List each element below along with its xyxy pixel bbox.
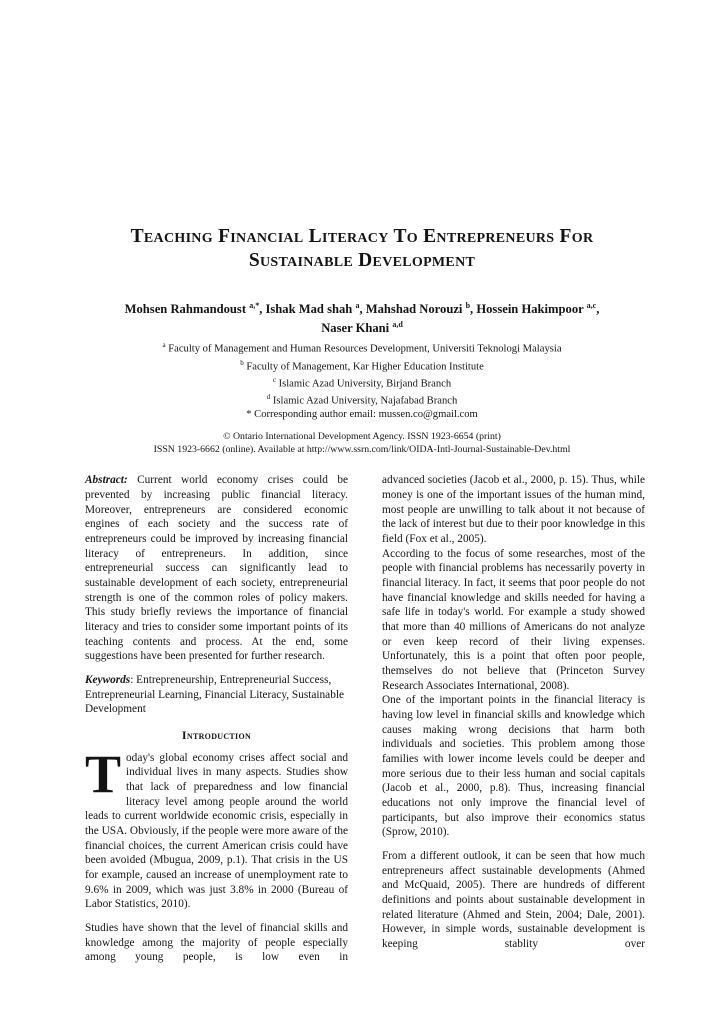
- body-paragraph: One of the important points in the financial literacy is having low level in financial skills and knowledge which causes making wrong decisions that harm both individuals and societies. This problem among those families with lower income levels could be deeper and more serious due to their less human and social capitals (Jacob et al., 2000, p.8). Thus, increasing financial educations not only improve the financial level of participants, but also improve their economics status (Sprow, 2010).: [382, 694, 645, 839]
- author-affiliation-mark: a,*: [249, 301, 260, 310]
- author-name: Mahshad Norouzi: [365, 302, 466, 317]
- corresponding-author-email: Corresponding author email: mussen.co@gmail.com: [251, 408, 478, 420]
- keywords-text: : Entrepreneurship, Entrepreneurial Success, Entrepreneurial Learning, Financial Literacy, Sustainable Development: [85, 674, 344, 716]
- author-affiliation-mark: a,d: [392, 320, 403, 330]
- author-name: Hossein Hakimpoor: [476, 302, 587, 317]
- body-paragraph: According to the focus of some researches, most of the people with financial problems has necessarily poverty in financial literacy. In fact, it seems that poor people do not have financial knowledge and skills needed for having a safe life in today's world. For example a study showed that more than 40 millions of Americans do not analyze or even keep record of their living expenses. Unfortunately, this is a point that often poor people, themselves do not believe that (Princeton Survey Research Associates International, 2008).: [382, 547, 645, 692]
- paper-title: Teaching Financial Literacy To Entrepreneurs For Sustainable Development: [130, 226, 594, 271]
- introduction-paragraph-1: [85, 743, 348, 912]
- introduction-paragraph-1-text: oday's global economy crises affect social and individual lives in many aspects. Studies show that lack of preparedness and low financial literacy level among people around the world leads to current worldwide economic crisis, especially in the USA. Obviously, if the people were more aware of the financial choices, the current American crisis could have been avoided (Mbugua, 2009, p.1). That crisis in the US for example, caused an increase of unemployment rate to 9.6% in 2009, which was just 3.8% in 2000 (Bureau of Labor Statistics, 2010).: [85, 751, 348, 911]
- author-separator: ,: [259, 302, 266, 317]
- right-column: [382, 473, 645, 964]
- body-paragraph: From a different outlook, it can be seen that how much entrepreneurs affect sustainable developments (Ahmed and McQuaid, 2005). There are hundreds of different definitions and points about sustainable development in related literature (Ahmed and Stein, 2004; Dale, 2001). However, in simple words, sustainable development is keeping stablity over: [382, 849, 645, 950]
- affiliation-mark: *: [246, 408, 252, 420]
- author-affiliation-mark: a,c: [586, 301, 597, 310]
- author-affiliation-mark: a: [355, 301, 360, 310]
- affiliation-line: [0, 374, 724, 391]
- publisher-issn-print-line: © Ontario International Development Agency. ISSN 1923-6654 (print): [223, 431, 501, 443]
- keywords-paragraph: [85, 673, 348, 717]
- affiliation-text: Islamic Azad University, Birjand Branch: [275, 378, 452, 390]
- affiliation-line: [0, 391, 724, 408]
- author-name: Naser Khani: [321, 321, 393, 336]
- left-column: [85, 473, 348, 964]
- author-separator: ,: [359, 302, 366, 317]
- abstract-text: Current world economy crises could be prevented by increasing public financial literacy. Moreover, entrepreneurs are considered economic engines of each society and the success rate of entrepreneurs could be improved by increasing financial literacy of entrepreneurs. In addition, since entrepreneurial success can significantly lead to sustainable development of each society, entrepreneurial strength is one of the common roles of policy makers. This study briefly reviews the importance of financial literacy and tries to consider some important points of its teaching contents and process. At the end, some suggestions have been presented for further research.: [85, 474, 348, 663]
- author-separator: ,: [470, 302, 477, 317]
- affiliation-text: Faculty of Management, Kar Higher Education Institute: [243, 361, 484, 373]
- body-paragraph: advanced societies (Jacob et al., 2000, p. 15). Thus, while money is one of the important issues of the human mind, most people are unwilling to talk about it not because of the lack of interest but due to their poor knowledge in this field (Fox et al., 2005).: [382, 474, 645, 546]
- author-name: Mohsen Rahmandoust: [124, 302, 250, 317]
- affiliation-text: Islamic Azad University, Najafabad Branch: [270, 395, 458, 407]
- affiliation-mark: b: [240, 358, 244, 367]
- paper-header: [0, 0, 724, 456]
- publisher-block: [0, 430, 724, 456]
- keywords-label: Keywords: [85, 674, 131, 686]
- author-name: Ishak Mad shah: [265, 302, 356, 317]
- affiliation-mark: c: [272, 375, 276, 384]
- affiliation-line: [0, 357, 724, 374]
- authors-line-2: [0, 317, 724, 336]
- author-affiliation-mark: b: [465, 301, 471, 310]
- introduction-heading: Introduction: [181, 727, 252, 742]
- affiliation-mark: a: [162, 341, 166, 350]
- introduction-paragraph-2: Studies have shown that the level of financial skills and knowledge among the majority of people especially among young people, is low even in: [85, 921, 348, 964]
- authors-line-1: [0, 298, 724, 317]
- corresponding-author-line: [0, 408, 724, 422]
- publisher-issn-online-line: ISSN 1923-6662 (online). Available at http://www.ssrn.com/link/OIDA-Intl-Journal-Sustainable-Dev.html: [153, 444, 571, 456]
- affiliations-block: [0, 339, 724, 421]
- abstract-label: Abstract:: [85, 474, 128, 487]
- affiliation-mark: d: [266, 392, 271, 401]
- authors-block: [0, 298, 724, 336]
- affiliation-line: [0, 339, 724, 356]
- author-separator: ,: [596, 302, 600, 317]
- affiliation-text: Faculty of Management and Human Resources Development, Universiti Teknologi Malaysia: [165, 343, 562, 355]
- abstract-paragraph: [85, 473, 348, 664]
- two-column-body: [0, 473, 724, 964]
- drop-cap: T: [85, 743, 122, 804]
